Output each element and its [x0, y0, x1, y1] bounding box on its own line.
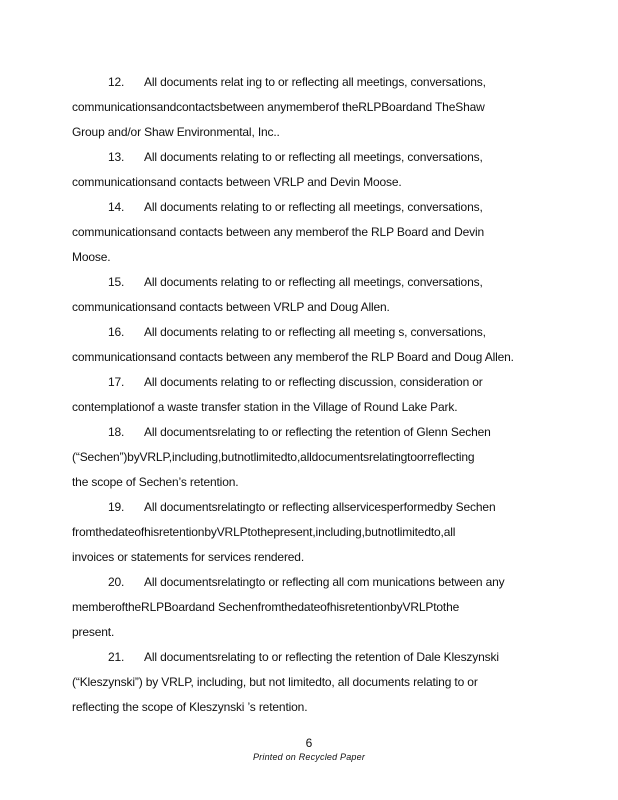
paragraph-line: Moose.: [72, 250, 111, 264]
paragraph-line-text: All documents relating to or reflecting discussion, consideration or: [144, 375, 483, 389]
page-number: 6: [305, 736, 313, 750]
paragraph-first-line: [72, 320, 546, 345]
numbered-paragraph: [72, 320, 546, 370]
paragraph-number: 20.: [108, 575, 125, 589]
numbered-paragraph: [72, 195, 546, 270]
paragraph-line: communicationsandcontactsbetween anymemberof theRLPBoardand TheShaw: [72, 100, 485, 114]
paragraph-number: 18.: [108, 425, 125, 439]
paragraph-line: (“Sechen”)byVRLP,including,butnotlimitedto,alldocumentsrelatingtoorreflecting: [72, 450, 475, 464]
paragraph-line-text: All documentsrelatingto or reflecting allservicesperformedby Sechen: [144, 500, 496, 514]
paragraph-line-text: All documentsrelating to or reflecting the retention of Dale Kleszynski: [144, 650, 499, 664]
paragraph-line: (“Kleszynski”) by VRLP, including, but not limitedto, all documents relating to or: [72, 675, 478, 689]
paragraph-line: invoices or statements for services rendered.: [72, 550, 305, 564]
paragraph-line-text: All documents relating to or reflecting all meetings, conversations,: [144, 275, 483, 289]
paragraph-first-line: [72, 145, 546, 170]
paragraph-line: contemplationof a waste transfer station in the Village of Round Lake Park.: [72, 400, 458, 414]
paragraph-first-line: [72, 495, 546, 520]
paragraph-first-line: [72, 370, 546, 395]
document-body: [72, 70, 546, 720]
paragraph-line: fromthedateofhisretentionbyVRLPtothepresent,including,butnotlimitedto,all: [72, 525, 456, 539]
paragraph-first-line: [72, 70, 546, 95]
paragraph-number: 12.: [108, 75, 125, 89]
paragraph-number: 15.: [108, 275, 125, 289]
numbered-paragraph: [72, 145, 546, 195]
paragraph-number: 16.: [108, 325, 125, 339]
paragraph-line: communicationsand contacts between VRLP and Devin Moose.: [72, 175, 402, 189]
paragraph-line-text: All documents relating to or reflecting all meetings, conversations,: [144, 200, 483, 214]
paragraph-number: 17.: [108, 375, 125, 389]
paragraph-line-text: All documentsrelatingto or reflecting all com munications between any: [144, 575, 505, 589]
numbered-paragraph: [72, 495, 546, 570]
numbered-paragraph: [72, 370, 546, 420]
paragraph-line: reflecting the scope of Kleszynski ’s retention.: [72, 700, 308, 714]
paragraph-line-text: All documents relat ing to or reflecting all meetings, conversations,: [144, 75, 486, 89]
paragraph-first-line: [72, 195, 546, 220]
paragraph-number: 13.: [108, 150, 125, 164]
paragraph-line-text: All documentsrelating to or reflecting the retention of Glenn Sechen: [144, 425, 491, 439]
recycled-paper-note: Printed on Recycled Paper: [252, 752, 366, 762]
paragraph-line: communicationsand contacts between any memberof the RLP Board and Devin: [72, 225, 485, 239]
paragraph-line-text: All documents relating to or reflecting all meetings, conversations,: [144, 150, 483, 164]
numbered-paragraph: [72, 270, 546, 320]
paragraph-line: present.: [72, 625, 115, 639]
paragraph-first-line: [72, 645, 546, 670]
numbered-paragraph: [72, 420, 546, 495]
paragraph-first-line: [72, 570, 546, 595]
paragraph-line: memberoftheRLPBoardand SechenfromthedateofhisretentionbyVRLPtothe: [72, 600, 460, 614]
numbered-paragraph: [72, 70, 546, 145]
paragraph-number: 19.: [108, 500, 125, 514]
paragraph-line: the scope of Sechen’s retention.: [72, 475, 239, 489]
paragraph-line-text: All documents relating to or reflecting all meeting s, conversations,: [144, 325, 486, 339]
paragraph-line: Group and/or Shaw Environmental, Inc..: [72, 125, 280, 139]
paragraph-line: communicationsand contacts between any memberof the RLP Board and Doug Allen.: [72, 350, 514, 364]
paragraph-first-line: [72, 270, 546, 295]
paragraph-number: 21.: [108, 650, 125, 664]
paragraph-line: communicationsand contacts between VRLP and Doug Allen.: [72, 300, 390, 314]
paragraph-number: 14.: [108, 200, 125, 214]
numbered-paragraph: [72, 645, 546, 720]
numbered-paragraph: [72, 570, 546, 645]
paragraph-first-line: [72, 420, 546, 445]
